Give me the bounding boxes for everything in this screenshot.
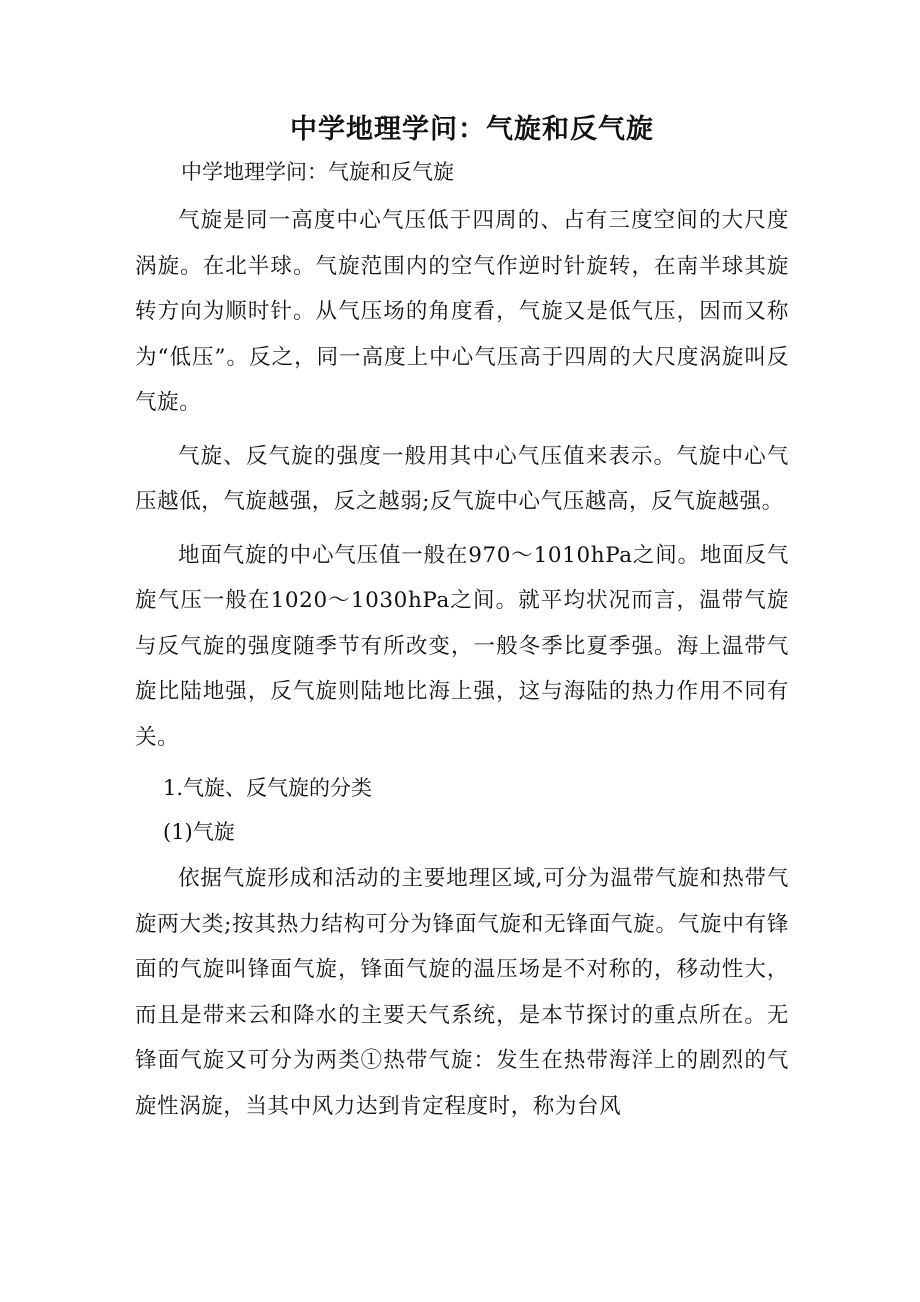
document-subtitle: 中学地理学问：气旋和反气旋	[181, 160, 454, 184]
section-heading: 1.气旋、反气旋的分类	[163, 776, 373, 800]
paragraph-intensity: 气旋、反气旋的强度一般用其中心气压值来表示。气旋中心气压越低，气旋越强，反之越弱;反气旋中心气压越高，反气旋越强。	[135, 443, 789, 514]
document-page	[135, 108, 789, 1137]
paragraph-classification: 依据气旋形成和活动的主要地理区域,可分为温带气旋和热带气旋两大类;按其热力结构可分为锋面气旋和无锋面气旋。气旋中有锋面的气旋叫锋面气旋，锋面气旋的温压场是不对称的，移动性大，而且是带来云和降水的主要天气系统，是本节探讨的重点所在。无锋面气旋又可分为两类①热带气旋：发生在热带海洋上的剧烈的气旋性涡旋，当其中风力达到肯定程度时，称为台风	[135, 866, 789, 1119]
paragraph-definition: 气旋是同一高度中心气压低于四周的、占有三度空间的大尺度涡旋。在北半球。气旋范围内的空气作逆时针旋转，在南半球其旋转方向为顺时针。从气压场的角度看，气旋又是低气压，因而又称为“低压”。反之，同一高度上中心气压高于四周的大尺度涡旋叫反气旋。	[135, 208, 789, 415]
subsection-heading: (1)气旋	[163, 820, 235, 844]
paragraph-pressure-values: 地面气旋的中心气压值一般在970～1010hPa之间。地面反气旋气压一般在1020～1030hPa之间。就平均状况而言，温带气旋与反气旋的强度随季节有所改变，一般冬季比夏季强。海上温带气旋比陆地强，反气旋则陆地比海上强，这与海陆的热力作用不同有关。	[135, 542, 789, 750]
document-title: 中学地理学问：气旋和反气旋	[290, 114, 654, 145]
